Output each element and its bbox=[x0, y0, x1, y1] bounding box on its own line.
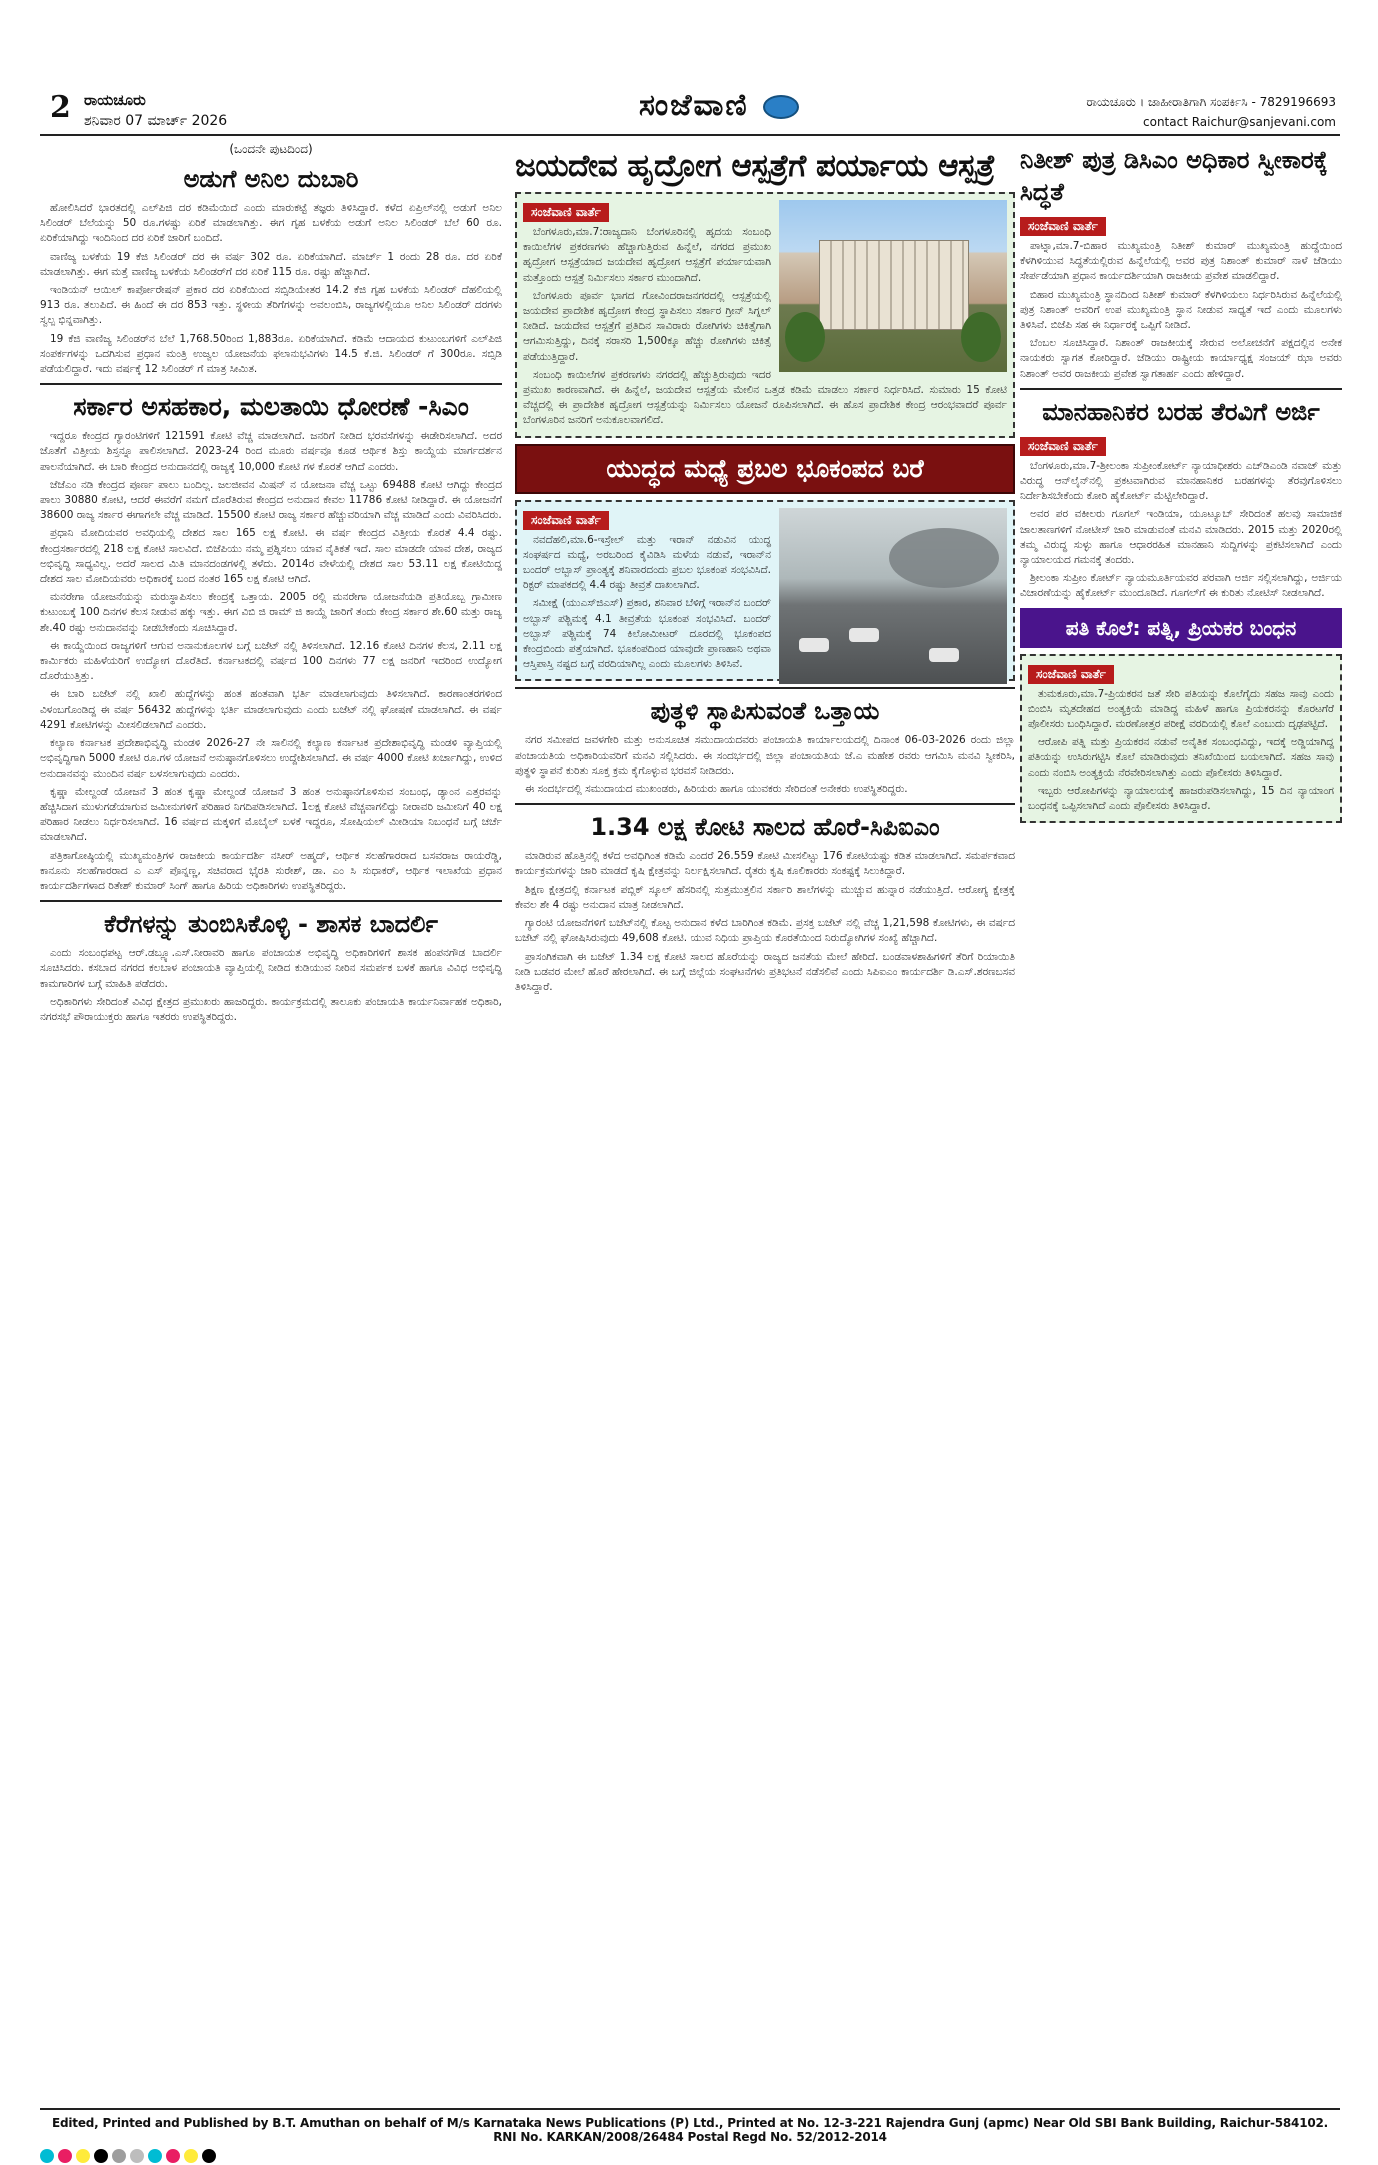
article-cpim bbox=[515, 811, 1015, 995]
paragraph: ಅವರ ಪರ ವಕೀಲರು ಗೂಗಲ್ ಇಂಡಿಯಾ, ಯೂಟ್ಯೂಬ್ ಸೇರಿದಂತೆ ಹಲವು ಸಾಮಾಜಿಕ ಜಾಲತಾಣಗಳಿಗೆ ನೋಟೀಸ್ ಜಾರಿ ಮಾಡುವಂತೆ ಮನವಿ ಮಾಡಿದರು. 2015 ಮತ್ತು 2020ರಲ್ಲಿ ತಮ್ಮ ವಿರುದ್ಧ ಸುಳ್ಳು ಹಾಗೂ ಆಧಾರರಹಿತ ಮಾನಹಾನಿ ಸುದ್ದಿಗಳನ್ನು ಪ್ರಕಟಿಸಲಾಗಿದೆ ಎಂದು ನ್ಯಾಯಾಲಯದ ಗಮನಕ್ಕೆ ತಂದರು. bbox=[1020, 508, 1342, 567]
article-body bbox=[1020, 239, 1342, 382]
article-earthquake bbox=[515, 444, 1015, 682]
paragraph: ಬೆಂಗಳೂರು ಪೂರ್ವ ಭಾಗದ ಗೋವಿಂದರಾಜನಗರದಲ್ಲಿ ಆಸ್ಪತ್ರೆಯಲ್ಲಿ ಜಯದೇವ ಪ್ರಾದೇಶಿಕ ಹೃದ್ರೋಗ ಕೇಂದ್ರ ಸ್ಥಾಪಿಸಲು ಸರ್ಕಾರ ಗ್ರೀನ್ ಸಿಗ್ನಲ್ ನೀಡಿದೆ. ಜಯದೇವ ಆಸ್ಪತ್ರೆಗೆ ಪ್ರತಿದಿನ ಸಾವಿರಾರು ರೋಗಿಗಳು ಚಿಕಿತ್ಸೆಗಾಗಿ ಆಗಮಿಸುತ್ತಿದ್ದು, ದಿನಕ್ಕೆ ಸರಾಸರಿ 1,500ಕ್ಕೂ ಹೆಚ್ಚು ರೋಗಿಗಳು ಚಿಕಿತ್ಸೆ ಪಡೆಯುತ್ತಿದ್ದಾರೆ. bbox=[523, 289, 771, 363]
color-dot-icon bbox=[58, 2149, 72, 2163]
headline-lpg: ಅಡುಗೆ ಅನಿಲ ದುಬಾರಿ bbox=[183, 165, 359, 193]
paragraph: ನವದೆಹಲಿ,ಮಾ.6-ಇಸ್ರೇಲ್ ಮತ್ತು ಇರಾನ್ ನಡುವಿನ ಯುದ್ಧ ಸಂಘರ್ಷದ ಮಧ್ಯೆ, ಅರಬರಿಂದ ಕೈವಿಡಿಸಿ ಮಳೆಯ ನಡುವೆ, ಇರಾನ್‌ನ ಬಂದರ್ ಅಬ್ಬಾಸ್ ಪ್ರಾಂತ್ಯಕ್ಕೆ ಶನಿವಾರದಂದು ಪ್ರಬಲ ಭೂಕಂಪ ಸಂಭವಿಸಿದೆ. ರಿಕ್ಟರ್ ಮಾಪಕದಲ್ಲಿ 4.4 ರಷ್ಟು ತೀವ್ರತೆ ದಾಖಲಾಗಿದೆ. bbox=[523, 533, 771, 592]
car-shape bbox=[929, 648, 959, 662]
paragraph: ಇಬ್ಬರು ಆರೋಪಿಗಳನ್ನು ನ್ಯಾಯಾಲಯಕ್ಕೆ ಹಾಜರುಪಡಿಸಲಾಗಿದ್ದು, 15 ದಿನ ನ್ಯಾಯಾಂಗ ಬಂಧನಕ್ಕೆ ಒಪ್ಪಿಸಲಾಗಿದೆ ಎಂದು ಪೊಲೀಸರು ತಿಳಿಸಿದ್ದಾರೆ. bbox=[1028, 784, 1334, 813]
article-body bbox=[1020, 459, 1342, 602]
paragraph: ಪತ್ರಿಕಾಗೋಷ್ಠಿಯಲ್ಲಿ ಮುಖ್ಯಮಂತ್ರಿಗಳ ರಾಜಕೀಯ ಕಾರ್ಯದರ್ಶಿ ನಸೀರ್ ಅಹ್ಮದ್, ಆರ್ಥಿಕ ಸಲಹೆಗಾರರಾದ ಬಸವರಾಜ ರಾಯರೆಡ್ಡಿ, ಕಾನೂನು ಸಲಹೆಗಾರರಾದ ಎ ಎಸ್ ಪೊನ್ನಣ್ಣ, ಸಚಿವರಾದ ಭೈರತಿ ಸುರೇಶ್, ಡಾ. ಎಂ ಸಿ ಸುಧಾಕರ್, ಆರ್ಥಿಕ ಇಲಾಖೆಯ ಪ್ರಧಾನ ಕಾರ್ಯದರ್ಶಿಗಳಾದ ರಿತೇಶ್ ಕುಮಾರ್ ಸಿಂಗ್ ಹಾಗೂ ಹಿರಿಯ ಅಧಿಕಾರಿಗಳು ಉಪಸ್ಥಿತರಿದ್ದರು. bbox=[40, 849, 502, 892]
paragraph: ಬೆಂಗಳೂರು,ಮಾ.7:ರಾಜ್ಯದಾನಿ ಬೆಂಗಳೂರಿನಲ್ಲಿ ಹೃದಯ ಸಂಬಂಧಿ ಕಾಯಿಲೆಗಳ ಪ್ರಕರಣಗಳು ಹೆಚ್ಚಾಗುತ್ತಿರುವ ಹಿನ್ನೆಲೆ, ನಗರದ ಪ್ರಮುಖ ಹೃದ್ರೋಗ ಆಸ್ಪತ್ರೆಯಾದ ಜಯದೇವ ಹೃದ್ರೋಗ ಆಸ್ಪತ್ರೆಗೆ ಪರ್ಯಾಯವಾಗಿ ಮತ್ತೊಂದು ಆಸ್ಪತ್ರೆ ನಿರ್ಮಿಸಲು ಸರ್ಕಾರ ಮುಂದಾಗಿದೆ. bbox=[523, 226, 771, 284]
headline-murder: ಪತಿ ಕೊಲೆ: ಪತ್ನಿ, ಪ್ರಿಯಕರ ಬಂಧನ bbox=[1020, 608, 1342, 648]
article-box bbox=[515, 500, 1015, 682]
paragraph: ಅಧಿಕಾರಿಗಳು ಸೇರಿದಂತೆ ವಿವಿಧ ಕ್ಷೇತ್ರದ ಪ್ರಮುಖರು ಹಾಜರಿದ್ದರು. ಕಾರ್ಯಕ್ರಮದಲ್ಲಿ ತಾಲೂಕು ಪಂಚಾಯತಿ ಕಾರ್ಯನಿರ್ವಾಹಕ ಅಧಿಕಾರಿ, ನಗರಸಭೆ ಪೌರಾಯುಕ್ತರು ಹಾಗೂ ಇತರರು ಉಪಸ್ಥಿತರಿದ್ದರು. bbox=[40, 995, 502, 1023]
article-jayadeva bbox=[515, 146, 1015, 438]
paragraph: ಬಿಹಾರ ಮುಖ್ಯಮಂತ್ರಿ ಸ್ಥಾನದಿಂದ ನಿತೀಶ್ ಕುಮಾರ್ ಕೆಳಗಿಳಿಯಲು ನಿರ್ಧರಿಸಿರುವ ಹಿನ್ನೆಲೆಯಲ್ಲಿ ಪುತ್ರ ನಿಶಾಂತ್ ಅವರಿಗೆ ಉಪ ಮುಖ್ಯಮಂತ್ರಿ ಸ್ಥಾನ ನೀಡುವ ಸಾಧ್ಯತೆ ಇದೆ ಎಂದು ಮೂಲಗಳು ತಿಳಿಸಿವೆ. ಬಿಜೆಪಿ ಸಹ ಈ ನಿರ್ಧಾರಕ್ಕೆ ಒಪ್ಪಿಗೆ ನೀಡಿದೆ. bbox=[1020, 288, 1342, 332]
masthead bbox=[40, 88, 1340, 136]
car-shape bbox=[799, 638, 829, 652]
color-dot-icon bbox=[40, 2149, 54, 2163]
headline-cpim: 1.34 ಲಕ್ಷ ಕೋಟಿ ಸಾಲದ ಹೊರೆ-ಸಿಪಿಐಎಂ bbox=[590, 813, 940, 842]
column-right bbox=[1020, 140, 1342, 823]
headline-defamation: ಮಾನಹಾನಿಕರ ಬರಹ ತೆರವಿಗೆ ಅರ್ಜಿ bbox=[1042, 397, 1320, 426]
article-body bbox=[40, 201, 502, 377]
headline-nitish: ನಿತೀಶ್ ಪುತ್ರ ಡಿಸಿಎಂ ಅಧಿಕಾರ ಸ್ವೀಕಾರಕ್ಕೆ ಸಿದ್ಧತೆ bbox=[1020, 146, 1328, 206]
article-lpg bbox=[40, 163, 502, 377]
paragraph: ಇದ್ದರೂ ಕೇಂದ್ರದ ಗ್ಯಾರಂಟಿಗಳಿಗೆ 121591 ಕೋಟಿ ವೆಚ್ಚ ಮಾಡಲಾಗಿದೆ. ಜನರಿಗೆ ನೀಡಿದ ಭರವಸೆಗಳನ್ನು ಈಡೇರಿಸಲಾಗಿದೆ. ಅದರ ಜೊತೆಗೆ ವಿತ್ತೀಯ ಶಿಸ್ತನ್ನೂ ಪಾಲಿಸಲಾಗಿದೆ. 2023-24 ರಿಂದ ಮೂರು ವರ್ಷವೂ ಕೂಡ ಆರ್ಥಿಕ ಶಿಸ್ತು ಕಾಯ್ದೆಯ ಮಾರ್ಗದರ್ಶನ ಪಾಲನೆಯಾಗಿದೆ. ಈ ಬಾರಿ ಕೇಂದ್ರದ ಅನುದಾನದಲ್ಲಿ ರಾಜ್ಯಕ್ಕೆ 10,000 ಕೋಟಿ ಗಳ ಕೊರತೆ ಆಗಿದೆ ಎಂದರು. bbox=[40, 430, 502, 473]
page-number: 2 bbox=[50, 90, 71, 125]
continued-label: (ಒಂದನೇ ಪುಟದಿಂದ) bbox=[229, 142, 313, 156]
registration-marks bbox=[40, 2148, 1340, 2162]
article-box bbox=[515, 192, 1015, 438]
email-contact: contact Raichur@sanjevani.com bbox=[1143, 115, 1336, 129]
byline: ಸಂಜೆವಾಣಿ ವಾರ್ತೆ bbox=[1020, 437, 1106, 456]
paragraph: ಜೆಜೆಎಂ ನಡಿ ಕೇಂದ್ರದ ಪೂರ್ಣ ಪಾಲು ಬಂದಿಲ್ಲ. ಜಲಜೀವನ ಮಿಷನ್ ನ ಯೋಜನಾ ವೆಚ್ಚ ಒಟ್ಟು 69488 ಕೋಟಿ ಆಗಿದ್ದು ಕೇಂದ್ರದ ಪಾಲು 30880 ಕೋಟಿ, ಆದರೆ ಈವರೆಗೆ ನಮಗೆ ದೊರೆತಿರುವ ಕೇಂದ್ರದ ಅನುದಾನ ಕೇವಲ 11786 ಕೋಟಿ ನೀಡಿದ್ದಾರೆ. ಈ ಯೋಜನೆಗೆ 38600 ರಾಜ್ಯ ಸರ್ಕಾರ ಈಗಾಗಲೇ ವೆಚ್ಚ ಮಾಡಿದೆ. 15500 ಕೋಟಿ ರಾಜ್ಯ ಸರ್ಕಾರ ಹೆಚ್ಚುವರಿಯಾಗಿ ವೆಚ್ಚ ಮಾಡಿದೆ ಎಂದು ವಿವರಿಸಿದರು. bbox=[40, 478, 502, 522]
divider bbox=[40, 383, 502, 385]
paragraph: ಮಾಡಿರುವ ಹೊತ್ತಿನಲ್ಲಿ ಕಳೆದ ಅವಧಿಗಿಂತ ಕಡಿಮೆ ಎಂದರೆ 26.559 ಕೋಟಿ ಮೀಸಲಿಟ್ಟು 176 ಕೋಟಿಯಷ್ಟು ಕಡಿತ ಮಾಡಲಾಗಿದೆ. ಸಮರ್ಪಕವಾದ ಕಾರ್ಯಕ್ರಮಗಳನ್ನು ಜಾರಿ ಮಾಡದೆ ಕೃಷಿ ಕ್ಷೇತ್ರವನ್ನು ನಿರ್ಲಕ್ಷಿಸಲಾಗಿದೆ. ರೈತರು ಕೃಷಿ ಕೂಲಿಕಾರರು ಸಂಕಷ್ಟಕ್ಕೆ ಸಿಲುಕಿದ್ದಾರೆ. bbox=[515, 850, 1015, 878]
globe-icon bbox=[763, 95, 799, 119]
color-dot-icon bbox=[166, 2149, 180, 2163]
paragraph: ಕೃಷ್ಣಾ ಮೇಲ್ದಂಡೆ ಯೋಜನೆ 3 ಹಂತ ಕೃಷ್ಣಾ ಮೇಲ್ದಂಡೆ ಯೋಜನೆ 3 ಹಂತ ಅನುಷ್ಠಾನಗೊಳಿಸುವ ಸಂಬಂಧ, ಡ್ಯಾಂನ ಎತ್ತರವನ್ನು ಹೆಚ್ಚಿಸಿದಾಗ ಮುಳುಗಡೆಯಾಗುವ ಜಮೀನುಗಳಿಗೆ ಪರಿಹಾರ ನಿಗದಿಪಡಿಸಲಾಗಿದೆ. 1ಲಕ್ಷ ಕೋಟಿ ವೆಚ್ಚವಾಗಲಿದ್ದು ನೀರಾವರಿ ಜಮೀನಿಗೆ 40 ಲಕ್ಷ ಪರಿಹಾರ ನೀಡಲು ನಿರ್ಧರಿಸಲಾಗಿದೆ. 16 ವರ್ಷದ ಮಕ್ಕಳಿಗೆ ಮೊಬೈಲ್ ಬಳಕೆ ಇದ್ದರೂ, ಸೋಷಿಯಲ್ ಮೀಡಿಯಾ ನಿಬಂಧನೆ ಬಗ್ಗೆ ಚರ್ಚೆ ಮಾಡಲಾಗಿದೆ. bbox=[40, 785, 502, 844]
article-body bbox=[515, 733, 1015, 797]
paragraph: ಈ ಬಾರಿ ಬಜೆಟ್ ನಲ್ಲಿ ಖಾಲಿ ಹುದ್ದೆಗಳನ್ನು ಹಂತ ಹಂತವಾಗಿ ಭರ್ತಿ ಮಾಡಲಾಗುವುದು ತಿಳಿಸಲಾಗಿದೆ. ಕಾರಣಾಂತರಗಳಿಂದ ವಿಳಂಬಗೊಂಡಿದ್ದ ಈ ವರ್ಷ 56432 ಹುದ್ದೆಗಳನ್ನು ಭರ್ತಿ ಮಾಡಲಾಗುವುದು ಎಂದು ಬಜೆಟ್ ನಲ್ಲಿ ಘೋಷಣೆ ಮಾಡಲಾಗಿದೆ. ಈ ವರ್ಷ 4291 ಕೋಟಿಗಳನ್ನು ಮೀಸಲಿಡಲಾಗಿದೆ ಎಂದರು. bbox=[40, 688, 502, 731]
color-dot-icon bbox=[112, 2149, 126, 2163]
column-left bbox=[40, 140, 502, 1028]
paragraph: ಶಿಕ್ಷಣ ಕ್ಷೇತ್ರದಲ್ಲಿ ಕರ್ನಾಟಕ ಪಬ್ಲಿಕ್ ಸ್ಕೂಲ್ ಹೆಸರಿನಲ್ಲಿ ಸುತ್ತಮುತ್ತಲಿನ ಸರ್ಕಾರಿ ಶಾಲೆಗಳನ್ನು ಮುಚ್ಚುವ ಹುನ್ನಾರ ನಡೆಯುತ್ತಿದೆ. ಆರೋಗ್ಯ ಕ್ಷೇತ್ರಕ್ಕೆ ಕೇವಲ ಶೇ 4 ರಷ್ಟು ಅನುದಾನ ಮಾತ್ರ ನೀಡಲಾಗಿದೆ. bbox=[515, 883, 1015, 911]
divider bbox=[515, 803, 1015, 805]
article-statue bbox=[515, 695, 1015, 797]
headline-earthquake: ಯುದ್ಧದ ಮಧ್ಯೆ ಪ್ರಬಲ ಭೂಕಂಪದ ಬರೆ bbox=[515, 444, 1015, 494]
color-dot-icon bbox=[76, 2149, 90, 2163]
article-nitish bbox=[1020, 144, 1342, 382]
paragraph: ತುಮಕೂರು,ಮಾ.7-ಪ್ರಿಯಕರನ ಜತೆ ಸೇರಿ ಪತಿಯನ್ನು ಕೊಲೆಗೈದು ಸಹಜ ಸಾವು ಎಂದು ಬಿಂಬಿಸಿ ಮೃತದೇಹದ ಅಂತ್ಯಕ್ರಿಯೆ ಮಾಡಿದ್ದ ಮಹಿಳೆ ಹಾಗೂ ಪ್ರಿಯಕರನನ್ನು ಕೊರಟಗೆರೆ ಪೊಲೀಸರು ಬಂಧಿಸಿದ್ದಾರೆ. ಮರಣೋತ್ತರ ಪರೀಕ್ಷೆ ವರದಿಯಲ್ಲಿ ಕೊಲೆ ಎಂಬುದು ದೃಢಪಟ್ಟಿದೆ. bbox=[1028, 687, 1334, 731]
article-murder bbox=[1020, 608, 1342, 824]
headline-statue: ಪುತ್ಥಳಿ ಸ್ಥಾಪಿಸುವಂತೆ ಒತ್ತಾಯ bbox=[650, 697, 880, 726]
tree-shape bbox=[961, 312, 1001, 362]
color-dot-icon bbox=[184, 2149, 198, 2163]
byline: ಸಂಜೆವಾಣಿ ವಾರ್ತೆ bbox=[1028, 665, 1114, 684]
article-cm bbox=[40, 391, 502, 894]
article-box bbox=[1020, 654, 1342, 824]
divider bbox=[40, 900, 502, 902]
byline: ಸಂಜೆವಾಣಿ ವಾರ್ತೆ bbox=[523, 511, 609, 530]
paragraph: ಸಂಬಂಧಿ ಕಾಯಿಲೆಗಳ ಪ್ರಕರಣಗಳು ನಗರದಲ್ಲಿ ಹೆಚ್ಚುತ್ತಿರುವುದು ಇದರ ಪ್ರಮುಖ ಕಾರಣವಾಗಿದೆ. ಈ ಹಿನ್ನೆಲೆ, ಜಯದೇವ ಆಸ್ಪತ್ರೆಯ ಮೇಲಿನ ಒತ್ತಡ ಕಡಿಮೆ ಮಾಡಲು ಸರ್ಕಾರ ನಿರ್ಧರಿಸಿದೆ. ಸುಮಾರು 15 ಕೋಟಿ ವೆಚ್ಚದಲ್ಲಿ ಈ ಪ್ರಾದೇಶಿಕ ಹೃದ್ರೋಗ ಆಸ್ಪತ್ರೆಯನ್ನು ನಿರ್ಮಿಸಲು ಯೋಜನೆ ರೂಪಿಸಲಾಗಿದೆ. ಈ ಹೊಸ ಪ್ರಾದೇಶಿಕ ಕೇಂದ್ರ ಆರಂಭವಾದರೆ ಪೂರ್ವ ಬೆಂಗಳೂರಿನ ಜನರಿಗೆ ಅನುಕೂಲವಾಗಲಿದೆ. bbox=[523, 368, 1007, 427]
paragraph: ಪ್ರಾಸಂಗಿಕವಾಗಿ ಈ ಬಜೆಟ್ 1.34 ಲಕ್ಷ ಕೋಟಿ ಸಾಲದ ಹೊರೆಯನ್ನು ರಾಜ್ಯದ ಜನತೆಯ ಮೇಲೆ ಹೇರಿದೆ. ಬಂಡವಾಳಶಾಹಿಗಳಿಗೆ ತೆರಿಗೆ ರಿಯಾಯಿತಿ ನೀಡಿ ಬಡವರ ಮೇಲೆ ಹೊರೆ ಹೇರಲಾಗಿದೆ. ಈ ಬಗ್ಗೆ ಜಿಲ್ಲೆಯ ಸಂಘಟನೆಗಳು ಪ್ರತಿಭಟನೆ ನಡೆಸಲಿವೆ ಎಂದು ಸಿಪಿಐಎಂ ಕಾರ್ಯದರ್ಶಿ ಡಿ.ಎಸ್.ಶರಣಬಸವ ತಿಳಿಸಿದ್ದಾರೆ. bbox=[515, 950, 1015, 993]
paragraph: ಕಲ್ಯಾಣ ಕರ್ನಾಟಕ ಪ್ರದೇಶಾಭಿವೃದ್ಧಿ ಮಂಡಳಿ 2026-27 ನೇ ಸಾಲಿನಲ್ಲಿ ಕಲ್ಯಾಣ ಕರ್ನಾಟಕ ಪ್ರದೇಶಾಭಿವೃದ್ಧಿ ಮಂಡಳಿ ವ್ಯಾಪ್ತಿಯಲ್ಲಿ ಅಭಿವೃದ್ಧಿಗಾಗಿ 5000 ಕೋಟಿ ರೂ.ಗಳ ಯೋಜನೆ ಅನುಷ್ಠಾನಗೊಳಿಸಲು ಉದ್ದೇಶಿಸಲಾಗಿದೆ. ಈ ವರ್ಷ 4000 ಕೋಟಿ ಖರ್ಚಾಗಿದ್ದು, ಉಳಿದ ಅನುದಾನವನ್ನು ಮುಂದಿನ ವರ್ಷ ಬಳಸಲಾಗುವುದು ಎಂದರು. bbox=[40, 737, 502, 780]
paragraph: ನಗರ ಸಮೀಪದ ಜವಳಗೇರಿ ಮತ್ತು ಅನುಸೂಚಿತ ಸಮುದಾಯದವರು ಪಂಚಾಯತಿ ಕಾರ್ಯಾಲಯದಲ್ಲಿ ದಿನಾಂಕ 06-03-2026 ರಂದು ಜಿಲ್ಲಾ ಪಂಚಾಯತಿಯ ಅಧಿಕಾರಿಯವರಿಗೆ ಮನವಿ ಸಲ್ಲಿಸಿದರು. ಈ ಸಂದರ್ಭದಲ್ಲಿ ಜಿಲ್ಲಾ ಪಂಚಾಯತಿಯ ಜೆ.ಎ ಮಹೇಶ ರವರು ಆಗಮಿಸಿ ಮನವಿ ಸ್ವೀಕರಿಸಿ, ಪುತ್ಥಳಿ ಸ್ಥಾಪನೆ ಕುರಿತು ಸೂಕ್ತ ಕ್ರಮ ಕೈಗೊಳ್ಳುವ ಭರವಸೆ ನೀಡಿದರು. bbox=[515, 734, 1015, 777]
headline-lakes: ಕೆರೆಗಳನ್ನು ತುಂಬಿಸಿಕೊಳ್ಳಿ - ಶಾಸಕ ಬಾದರ್ಲಿ bbox=[104, 910, 438, 939]
paragraph: ವಾಣಿಜ್ಯ ಬಳಕೆಯ 19 ಕೆಜಿ ಸಿಲಿಂಡರ್ ದರ ಈ ವರ್ಷ 302 ರೂ. ಏರಿಕೆಯಾಗಿದೆ. ಮಾರ್ಚ್ 1 ರಂದು 28 ರೂ. ದರ ಏರಿಕೆ ಮಾಡಲಾಗಿತ್ತು. ಈಗ ಮತ್ತೆ ವಾಣಿಜ್ಯ ಬಳಕೆಯ ಸಿಲಿಂಡರ್‌ಗೆ ದರ ಏರಿಕೆ 115 ರೂ. ರಷ್ಟು ಹೆಚ್ಚಾಗಿದೆ. bbox=[40, 250, 502, 278]
article-lakes bbox=[40, 908, 502, 1025]
paragraph: ಆರೋಪಿ ಪತ್ನಿ ಮತ್ತು ಪ್ರಿಯಕರನ ನಡುವೆ ಅನೈತಿಕ ಸಂಬಂಧವಿದ್ದು, ಇದಕ್ಕೆ ಅಡ್ಡಿಯಾಗಿದ್ದ ಪತಿಯನ್ನು ಉಸಿರುಗಟ್ಟಿಸಿ ಕೊಲೆ ಮಾಡಿರುವುದು ತನಿಖೆಯಿಂದ ಬಯಲಾಗಿದೆ. ಸಹಜ ಸಾವು ಎಂದು ನಂಬಿಸಿ ಅಂತ್ಯಕ್ರಿಯೆ ನೆರವೇರಿಸಲಾಗಿತ್ತು ಎಂದು ಪೊಲೀಸರು ತಿಳಿಸಿದ್ದಾರೆ. bbox=[1028, 736, 1334, 779]
logo-text: ಸಂಜೆವಾಣಿ bbox=[638, 88, 749, 123]
building-shape bbox=[819, 240, 969, 330]
hospital-photo bbox=[779, 200, 1007, 372]
paragraph: ಹೋಲಿಸಿದರೆ ಭಾರತದಲ್ಲಿ ಎಲ್‌ಪಿಜಿ ದರ ಕಡಿಮೆಯಿದೆ ಎಂದು ಮಾರುಕಟ್ಟೆ ತಜ್ಞರು ತಿಳಿಸಿದ್ದಾರೆ. ಕಳೆದ ಏಪ್ರಿಲ್‌ನಲ್ಲಿ ಅಡುಗೆ ಅನಿಲ ಸಿಲಿಂಡರ್ ಬೆಲೆಯನ್ನು 50 ರೂ.ಗಳಷ್ಟು ಏರಿಕೆ ಮಾಡಲಾಗಿತ್ತು. ಈಗ ಗೃಹ ಬಳಕೆಯ ಅಡುಗೆ ಅನಿಲ ಸಿಲಿಂಡರ್ ಬೆಲೆ 60 ರೂ. ಏರಿಕೆಯಾಗಿದ್ದು ಇಂದಿನಿಂದ ದರ ಏರಿಕೆ ಜಾರಿಗೆ ಬಂದಿದೆ. bbox=[40, 202, 502, 245]
byline: ಸಂಜೆವಾಣಿ ವಾರ್ತೆ bbox=[1020, 217, 1106, 236]
color-dot-icon bbox=[148, 2149, 162, 2163]
ad-contact: ರಾಯಚೂರು । ಜಾಹೀರಾತಿಗಾಗಿ ಸಂಪರ್ಕಿಸಿ - 7829196693 bbox=[1086, 95, 1336, 109]
paragraph: ಈ ಸಂದರ್ಭದಲ್ಲಿ ಸಮುದಾಯದ ಮುಖಂಡರು, ಹಿರಿಯರು ಹಾಗೂ ಯುವಕರು ಸೇರಿದಂತೆ ಅನೇಕರು ಉಪಸ್ಥಿತರಿದ್ದರು. bbox=[525, 783, 908, 796]
headline-cm: ಸರ್ಕಾರ ಅಸಹಕಾರ, ಮಲತಾಯಿ ಧೋರಣೆ -ಸಿಎಂ bbox=[73, 392, 469, 422]
paragraph: 19 ಕೆಜಿ ವಾಣಿಜ್ಯ ಸಿಲಿಂಡರ್‌ನ ಬೆಲೆ 1,768.50ರಿಂದ 1,883ರೂ. ಏರಿಕೆಯಾಗಿದೆ. ಕಡಿಮೆ ಆದಾಯದ ಕುಟುಂಬಗಳಿಗೆ ಎಲ್‌ಪಿಜಿ ಸಂಪರ್ಕಗಳನ್ನು ಒದಗಿಸುವ ಪ್ರಧಾನ ಮಂತ್ರಿ ಉಜ್ವಲ ಯೋಜನೆಯ ಫಲಾನುಭವಿಗಳು 14.5 ಕೆ.ಜಿ. ಸಿಲಿಂಡರ್ ಗೆ 300ರೂ. ಸಬ್ಸಿಡಿ ಪಡೆಯಲಿದ್ದಾರೆ. ಇದು ವರ್ಷಕ್ಕೆ 12 ಸಿಲಿಂಡರ್ ಗೆ ಮಾತ್ರ ಸೀಮಿತ. bbox=[40, 332, 502, 376]
column-center bbox=[515, 140, 1015, 998]
color-dot-icon bbox=[202, 2149, 216, 2163]
paragraph: ಮನರೇಗಾ ಯೋಜನೆಯನ್ನು ಮರುಸ್ಥಾಪಿಸಲು ಕೇಂದ್ರಕ್ಕೆ ಒತ್ತಾಯ. 2005 ರಲ್ಲಿ ಮನರೇಗಾ ಯೋಜನೆಯಡಿ ಪ್ರತಿಯೊಬ್ಬ ಗ್ರಾಮೀಣ ಕುಟುಂಬಕ್ಕೆ 100 ದಿನಗಳ ಕೆಲಸ ನೀಡುವ ಹಕ್ಕು ಇತ್ತು. ಈಗ ವಿಬಿ ಜಿ ರಾಮ್ ಜಿ ಕಾಯ್ದೆ ಜಾರಿಗೆ ತಂದು ಕೇಂದ್ರ ಸರ್ಕಾರ ಶೇ.60 ಮತ್ತು ರಾಜ್ಯ ಶೇ.40 ರಷ್ಟು ಅನುದಾನವನ್ನು ನೀಡಬೇಕೆಂದು ಸೂಚಿಸಿದ್ದಾರೆ. bbox=[40, 591, 502, 634]
edition-date bbox=[84, 90, 227, 131]
imprint-footer: Edited, Printed and Published by B.T. Amuthan on behalf of M/s Karnataka News Publications (P) Ltd., Printed at No. 12-3-221 Rajendra Gunj (apmc) Near Old SBI Bank Building, Raichur-584102. RNI No. KARKAN/2008/26484 Postal Regd No. 52/2012-2014 bbox=[40, 2108, 1340, 2144]
divider bbox=[1020, 388, 1342, 390]
article-body bbox=[40, 429, 502, 894]
divider bbox=[515, 687, 1015, 689]
paragraph: ಇಂಡಿಯನ್ ಆಯಿಲ್ ಕಾರ್ಪೋರೇಷನ್ ಪ್ರಕಾರ ದರ ಏರಿಕೆಯಿಂದ ಸಬ್ಸಿಡಿಯೇತರ 14.2 ಕೆಜಿ ಗೃಹ ಬಳಕೆಯ ಸಿಲಿಂಡರ್ ದೆಹಲಿಯಲ್ಲಿ 913 ರೂ. ತಲುಪಿದೆ. ಈ ಹಿಂದೆ ಈ ದರ 853 ಇತ್ತು. ಸ್ಥಳೀಯ ತೆರಿಗೆಗಳನ್ನು ಅವಲಂಬಿಸಿ, ರಾಜ್ಯಗಳಲ್ಲಿಯೂ ಅನಿಲ ಸಿಲಿಂಡರ್ ದರಗಳು ಸ್ವಲ್ಪ ಭಿನ್ನವಾಗಿತ್ತು. bbox=[40, 284, 502, 327]
paragraph: ಪಾಟ್ನಾ,ಮಾ.7-ಬಿಹಾರ ಮುಖ್ಯಮಂತ್ರಿ ನಿತೀಶ್ ಕುಮಾರ್ ಮುಖ್ಯಮಂತ್ರಿ ಹುದ್ದೆಯಿಂದ ಕೆಳಗಿಳಿಯುವ ಸಿದ್ಧತೆಯಲ್ಲಿರುವ ಹಿನ್ನೆಲೆಯಲ್ಲಿ ಅವರ ಪುತ್ರ ನಿಶಾಂತ್ ಕುಮಾರ್ ನಾಳೆ ಜೆಡಿಯು ಸೇರ್ಪಡೆಯಾಗಿ ಪ್ರಧಾನ ಕಾರ್ಯದರ್ಶಿಯಾಗಿ ರಾಜಕೀಯ ಪ್ರವೇಶ ಮಾಡಲಿದ್ದಾರೆ. bbox=[1020, 240, 1342, 283]
paragraph: ಗ್ಯಾರಂಟಿ ಯೋಜನೆಗಳಿಗೆ ಬಜೆಟ್‌ನಲ್ಲಿ ಕೊಟ್ಟ ಅನುದಾನ ಕಳೆದ ಬಾರಿಗಿಂತ ಕಡಿಮೆ. ಪ್ರಸಕ್ತ ಬಜೆಟ್ ನಲ್ಲಿ ವೆಚ್ಚ 1,21,598 ಕೋಟಿಗಳು, ಈ ವರ್ಷದ ಬಜೆಟ್ ನಲ್ಲಿ ಘೋಷಿಸಿರುವುದು 49,608 ಕೋಟಿ. ಯುವ ನಿಧಿಯ ಪ್ರಾಪ್ತಿಯ ಕೊರತೆಯಿಂದ ನಿರುದ್ಯೋಗಿಗಳ ಸಂಖ್ಯೆ ಹೆಚ್ಚಾಗಿದೆ. bbox=[515, 917, 1015, 945]
headline-jayadeva: ಜಯದೇವ ಹೃದ್ರೋಗ ಆಸ್ಪತ್ರೆಗೆ ಪರ್ಯಾಯ ಆಸ್ಪತ್ರೆ bbox=[515, 148, 995, 184]
paragraph: ಪ್ರಧಾನಿ ಮೋದಿಯವರ ಅವಧಿಯಲ್ಲಿ ದೇಶದ ಸಾಲ 165 ಲಕ್ಷ ಕೋಟಿ. ಈ ವರ್ಷ ಕೇಂದ್ರದ ವಿತ್ತೀಯ ಕೊರತೆ 4.4 ರಷ್ಟು. ಕೇಂದ್ರಸರ್ಕಾರದಲ್ಲಿ 218 ಲಕ್ಷ ಕೋಟಿ ಸಾಲವಿದೆ. ಬಿಜೆಪಿಯು ನಮ್ಮ ಪ್ರಶ್ನಿಸಲು ಯಾವ ನೈತಿಕತೆ ಇದೆ. ಸಾಲ ಮಾಡದೇ ಯಾವ ದೇಶ, ರಾಜ್ಯದ ಅಭಿವೃದ್ಧಿ ಸಾಧ್ಯವಿಲ್ಲ. ಅದರೆ ಸಾಲದ ಮಿತಿ ಮಾನದಂಡಗಳಲ್ಲಿ ತಳೆದು. 2014ರ ವೇಳೆಯಲ್ಲಿ ದೇಶದ ಸಾಲ 53.11 ಲಕ್ಷ ಕೋಟಿಯಿದ್ದ ದೇಶದ ಸಾಲ ಮೋದಿಯವರು ಅಧಿಕಾರಕ್ಕೆ ಬಂದ ನಂತರ 165 ಲಕ್ಷ ಕೋಟಿ ಆಗಿದೆ. bbox=[40, 527, 502, 586]
paragraph: ಎಂದು ಸಂಬಂಧಪಟ್ಟ ಆರ್.ಡಬ್ಲ್ಯೂ.ಎಸ್.ನೀರಾವರಿ ಹಾಗೂ ಪಂಚಾಯತ ಅಭಿವೃದ್ಧಿ ಅಧಿಕಾರಿಗಳಿಗೆ ಶಾಸಕ ಹಂಪನಗೌಡ ಬಾದರ್ಲಿ ಸೂಚಿಸಿದರು. ಕಸಬಾದ ನಗರದ ಕಲಬಾಳ ಪಂಚಾಯತಿ ವ್ಯಾಪ್ತಿಯಲ್ಲಿ ನೀಡಿದ ಕುಡಿಯುವ ನೀರಿನ ಸಮರ್ಪಕ ಬಳಕೆ ಹಾಗೂ ವಿವಿಧ ಅಭಿವೃದ್ಧಿ ಕಾಮಗಾರಿಗಳ ಬಗ್ಗೆ ಮಾಹಿತಿ ಪಡೆದರು. bbox=[40, 947, 502, 990]
edition-name: ರಾಯಚೂರು bbox=[84, 91, 146, 109]
color-dot-icon bbox=[130, 2149, 144, 2163]
issue-date: ಶನಿವಾರ 07 ಮಾರ್ಚ್ 2026 bbox=[84, 113, 228, 129]
earthquake-photo bbox=[779, 508, 1007, 684]
article-defamation bbox=[1020, 396, 1342, 602]
smoke-shape bbox=[889, 528, 999, 588]
byline: ಸಂಜೆವಾಣಿ ವಾರ್ತೆ bbox=[523, 203, 609, 222]
newspaper-logo bbox=[570, 88, 870, 123]
contact-info bbox=[1086, 92, 1336, 132]
article-body bbox=[40, 946, 502, 1025]
paragraph: ಶ್ರೀಲಂಕಾ ಸುಪ್ರೀಂ ಕೋರ್ಟ್ ನ್ಯಾಯಮೂರ್ತಿಯವರ ಪರವಾಗಿ ಅರ್ಜಿ ಸಲ್ಲಿಸಲಾಗಿದ್ದು, ಅರ್ಜಿಯ ವಿಚಾರಣೆಯನ್ನು ಹೈಕೋರ್ಟ್ ಮುಂದೂಡಿದೆ. ಗೂಗಲ್‌ಗೆ ಈ ಕುರಿತು ನೋಟಿಸ್ ನೀಡಲಾಗಿದೆ. bbox=[1020, 572, 1342, 600]
color-dot-icon bbox=[94, 2149, 108, 2163]
article-body bbox=[515, 849, 1015, 995]
article-body bbox=[1028, 687, 1334, 815]
car-shape bbox=[849, 628, 879, 642]
paragraph: ಈ ಕಾಯ್ದೆಯಿಂದ ರಾಜ್ಯಗಳಿಗೆ ಆಗುವ ಅನಾನುಕೂಲಗಳ ಬಗ್ಗೆ ಬಜೆಟ್ ನಲ್ಲಿ ತಿಳಿಸಲಾಗಿದೆ. 12.16 ಕೋಟಿ ದಿನಗಳ ಕೆಲಸ, 2.11 ಲಕ್ಷ ಕಾರ್ಮಿಕರು ಮಹಿಳೆಯರಿಗೆ ಉದ್ಯೋಗ ದೊರೆತಿದೆ. ಕರ್ನಾಟಕದಲ್ಲಿ ವರ್ಷದ 100 ದಿನಗಳು 77 ಲಕ್ಷ ಜನರಿಗೆ ಇದರಿಂದ ಉದ್ಯೋಗ ದೊರೆಯುತ್ತಿತ್ತು. bbox=[40, 639, 502, 683]
paragraph: ಬೆಂಗಳೂರು,ಮಾ.7-ಶ್ರೀಲಂಕಾ ಸುಪ್ರೀಂಕೋರ್ಟ್ ನ್ಯಾಯಾಧೀಶರು ಎಚ್‌ಡಿಎಂಡಿ ನವಾಜ್ ಮತ್ತು ವಿರುದ್ಧ ಆನ್‌ಲೈನ್‌ನಲ್ಲಿ ಪ್ರಕಟವಾಗಿರುವ ಮಾನಹಾನಿಕರ ಬರಹಗಳನ್ನು ತೆರವುಗೊಳಿಸಲು ನಿರ್ದೇಶಿಸಬೇಕೆಂದು ಕೋರಿ ಹೈಕೋರ್ಟ್ ಮೆಟ್ಟಿಲೇರಿದ್ದಾರೆ. bbox=[1020, 459, 1342, 503]
paragraph: ಬೆಂಬಲ ಸೂಚಿಸಿದ್ದಾರೆ. ನಿಶಾಂತ್ ರಾಜಕೀಯಕ್ಕೆ ಸೇರುವ ಅಲೋಚನೆಗೆ ಪಕ್ಷದಲ್ಲಿನ ಅನೇಕ ನಾಯಕರು ಸ್ವಾಗತ ಕೋರಿದ್ದಾರೆ. ಜೆಡಿಯು ರಾಷ್ಟ್ರೀಯ ಕಾರ್ಯಾಧ್ಯಕ್ಷ ಸಂಜಯ್ ಝಾ ಅವರು ನಿಶಾಂತ್ ಅವರ ರಾಜಕೀಯ ಪ್ರವೇಶ ಸ್ವಾಗತಾರ್ಹ ಎಂದು ಹೇಳಿದ್ದಾರೆ. bbox=[1020, 337, 1342, 380]
paragraph: ಸಮೀಕ್ಷೆ (ಯುಎಸ್‌ಜಿಎಸ್) ಪ್ರಕಾರ, ಶನಿವಾರ ಬೆಳಿಗ್ಗೆ ಇರಾನ್‌ನ ಬಂದರ್ ಅಬ್ಬಾಸ್ ಪಶ್ಚಿಮಕ್ಕೆ 4.1 ತೀವ್ರತೆಯ ಭೂಕಂಪ ಸಂಭವಿಸಿದೆ. ಬಂದರ್ ಅಬ್ಬಾಸ್ ಪಶ್ಚಿಮಕ್ಕೆ 74 ಕಿಲೋಮೀಟರ್ ದೂರದಲ್ಲಿ ಭೂಕಂಪದ ಕೇಂದ್ರಬಿಂದು ಪತ್ತೆಯಾಗಿದೆ. ಭೂಕಂಪದಿಂದ ಯಾವುದೇ ಪ್ರಾಣಹಾನಿ ಅಥವಾ ಆಸ್ತಿಪಾಸ್ತಿ ನಷ್ಟದ ಬಗ್ಗೆ ವರದಿಯಾಗಿಲ್ಲ ಎಂದು ಮೂಲಗಳು ತಿಳಿಸಿವೆ. bbox=[523, 597, 771, 671]
tree-shape bbox=[785, 312, 825, 362]
